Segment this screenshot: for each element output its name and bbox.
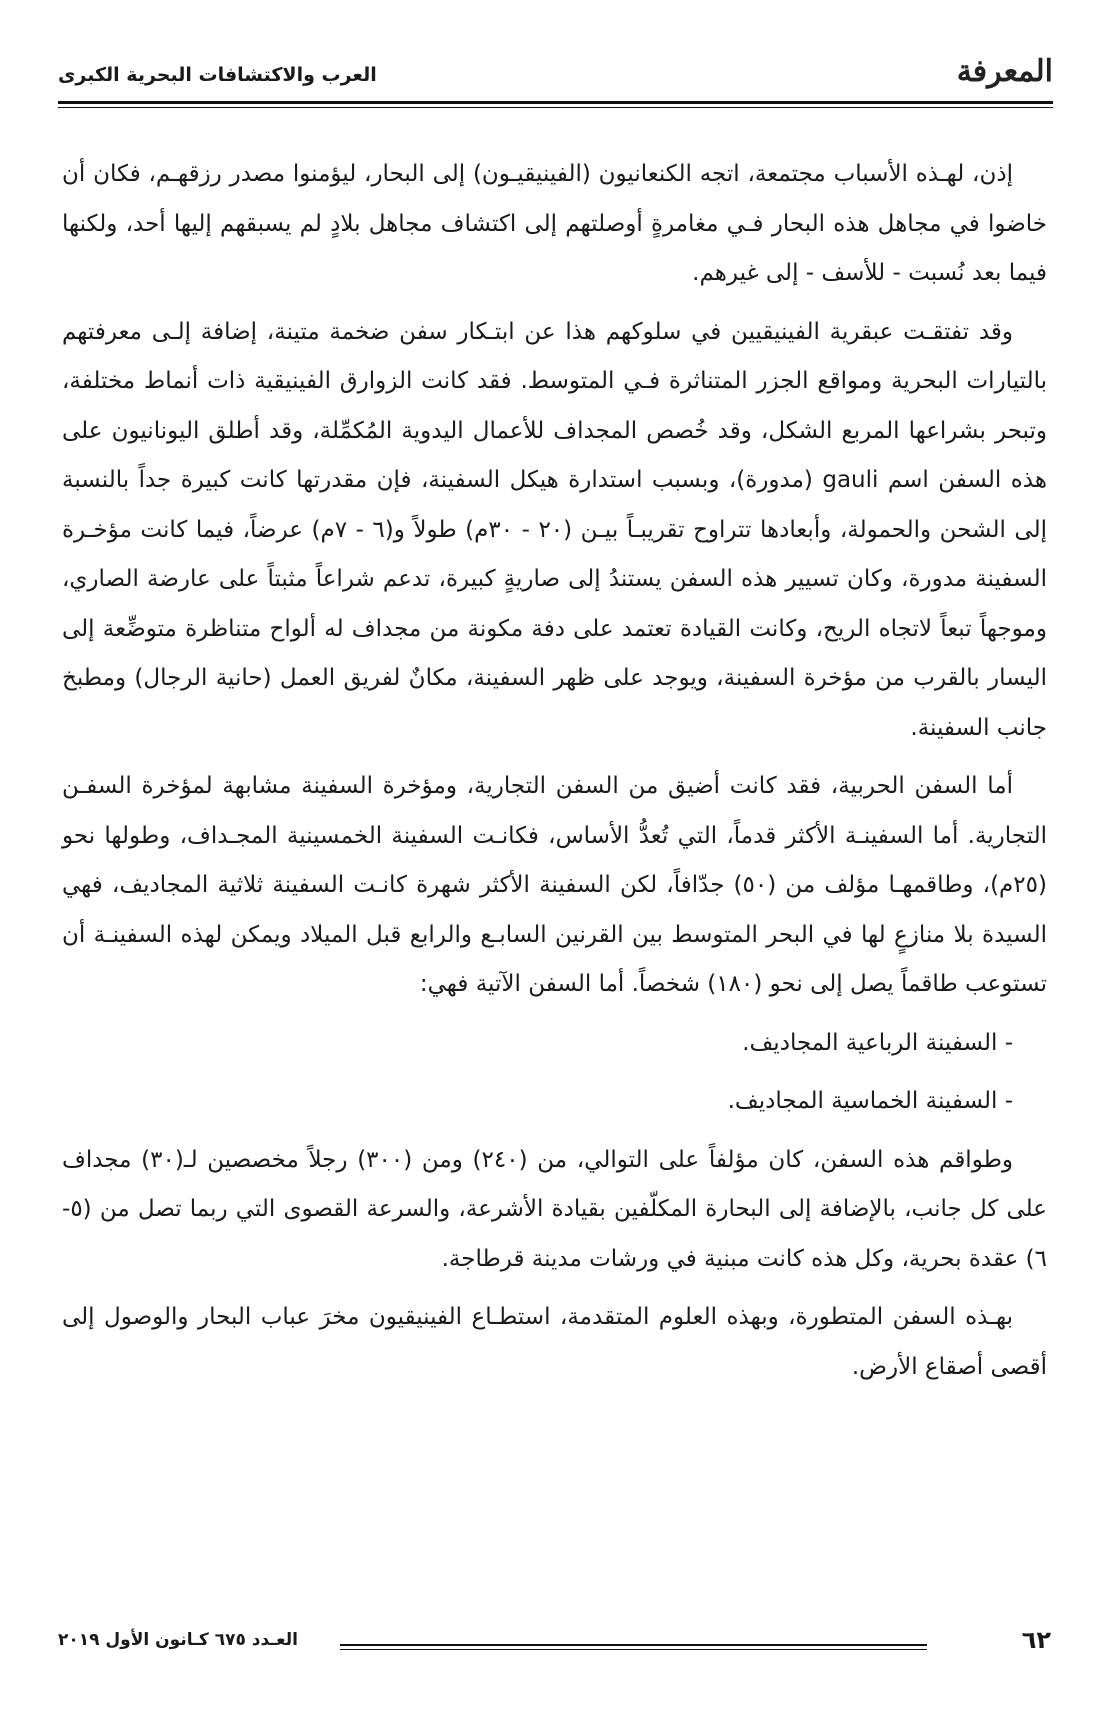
footer-divider-thin	[340, 1649, 927, 1650]
page-number: ٦٢	[1021, 1626, 1051, 1654]
page-header	[58, 54, 1053, 98]
paragraph: إذن، لهـذه الأسباب مجتمعة، اتجه الكنعانيون (الفينيقيـون) إلى البحار، ليؤمنوا مصدر رزقهـم، فكان أن خاضوا في مجاهل هذه البحار فـي مغامرةٍ أوصلتهم إلى اكتشاف مجاهل بلادٍ لم يسبقهم إليها أحد، ولكنها فيما بعد نُسبت - للأسف - إلى غيرهم.	[62, 161, 1047, 286]
paragraph: بهـذه السفن المتطورة، وبهذه العلوم المتقدمة، استطـاع الفينيقيون مخرَ عباب البحار والوصول إلى أقصى أصقاع الأرض.	[62, 1304, 1047, 1380]
paragraph: أما السفن الحربية، فقد كانت أضيق من السفن التجارية، ومؤخرة السفينة مشابهة لمؤخرة السفـن التجارية. أما السفينـة الأكثر قدماً، التي تُعدُّ الأساس، فكانـت السفينة الخمسينية المجـداف، وطولها نحو (٢٥م)، وطاقمهـا مؤلف من (٥٠) جدّافاً، لكن السفينة الأكثر شهرة كانـت السفينة ثلاثية المجاديف، فهي السيدة بلا منازعٍ لها في البحر المتوسط بين القرنين السابـع والرابع قبل الميلاد ويمكن لهذه السفينـة أن تستوعب طاقماً يصل إلى نحو (١٨٠) شخصاً. أما السفن الآتية فهي:	[62, 773, 1047, 997]
header-divider-thin	[58, 107, 1053, 108]
issue-info: العـدد ٦٧٥ كـانون الأول ٢٠١٩	[58, 1630, 298, 1650]
header-divider-thick	[58, 101, 1053, 104]
list-item: - السفينة الخماسية المجاديف.	[727, 1088, 1013, 1114]
magazine-logo: المعرفة	[956, 54, 1053, 89]
article-body	[62, 150, 1047, 1401]
paragraph: وطواقم هذه السفن، كان مؤلفاً على التوالي، من (٢٤٠) ومن (٣٠٠) رجلاً مخصصين لـ(٣٠) مجداف على كل جانب، بالإضافة إلى البحارة المكلّفين بقيادة الأشرعة، والسرعة القصوى التي ربما تصل من (٥- ٦) عقدة بحرية، وكل هذه كانت مبنية في ورشات مدينة قرطاجة.	[62, 1146, 1047, 1272]
list-item: - السفينة الرباعية المجاديف.	[742, 1029, 1013, 1056]
paragraph: وقد تفتقـت عبقرية الفينيقيين في سلوكهم هذا عن ابتـكار سفن ضخمة متينة، إضافة إلـى معرفتهم بالتيارات البحرية ومواقع الجزر المتناثرة فـي المتوسط. فقد كانت الزوارق الفينيقية ذات أنماط مختلفة، وتبحر بشراعها المربع الشكل، وقد خُصص المجداف للأعمال اليدوية المُكمِّلة، وقد أطلق اليونانيون على هذه السفن اسم gauli (مدورة)، وبسبب استدارة هيكل السفينة، فإن مقدرتها كانت كبيرة جداً بالنسبة إلى الشحن والحمولة، وأبعادها تتراوح تقريبـاً بيـن (٢٠ - ٣٠م) طولاً و(٦ - ٧م) عرضاً، فيما كانت مؤخـرة السفينة مدورة، وكان تسيير هذه السفن يستندُ إلى صاريةٍ كبيرة، تدعم شراعاً مثبتاً على عارضة الصاري، وموجهاً تبعاً لاتجاه الريح، وكانت القيادة تعتمد على دفة مكونة من مجداف له ألواح متناظرة متوضِّعة إلى اليسار بالقرب من مؤخرة السفينة، ويوجد على ظهر السفينة، مكانٌ لفريق العمل (حانية الرجال) ومطبخ جانب السفينة.	[62, 318, 1047, 741]
article-title: العرب والاكتشافات البحرية الكبرى	[58, 64, 377, 86]
footer-divider	[340, 1644, 927, 1646]
